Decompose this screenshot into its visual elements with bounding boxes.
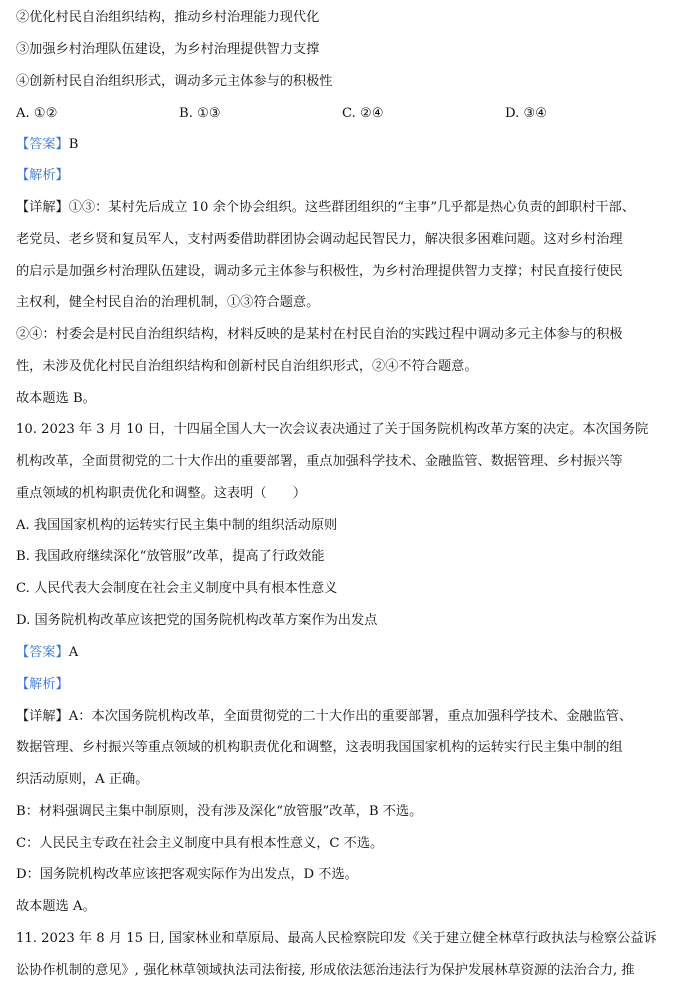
q10-answer	[16, 643, 678, 663]
q9-conclusion: 故本题选 B。	[16, 391, 96, 406]
q10-option-d: D. 国务院机构改革应该把党的国务院机构改革方案作为出发点	[16, 613, 378, 628]
q10-detail-line: 数据管理、乡村振兴等重点领域的机构职责优化和调整，这表明我国国家机构的运转实行民主集中制的组	[16, 740, 623, 755]
q9-option-a: A. ①②	[16, 106, 58, 121]
q10-stem-line: 机构改革，全面贯彻党的二十大作出的重要部署，重点加强科学技术、金融监管、数据管理、乡村振兴等	[16, 454, 623, 469]
q9-detail-line: 【详解】①③：某村先后成立 10 余个协会组织。这些群团组织的“主事”几乎都是热心负责的卸职村干部、	[16, 200, 635, 215]
q9-options	[16, 104, 678, 124]
q9-option-c: C. ②④	[342, 106, 384, 121]
q9-detail-line: ②④：村委会是村民自治组织结构，材料反映的是某村在村民自治的实践过程中调动多元主体参与的积极	[16, 327, 623, 342]
q10-detail-line: C：人民民主专政在社会主义制度中具有根本性意义，C 不选。	[16, 836, 384, 851]
q10-detail-line: B：材料强调民主集中制原则，没有涉及深化“放管服”改革，B 不选。	[16, 804, 423, 819]
q9-statement-3: ③加强乡村治理队伍建设，为乡村治理提供智力支撑	[16, 42, 320, 57]
q10-option-a: A. 我国国家机构的运转实行民主集中制的组织活动原则	[16, 518, 338, 533]
q10-analysis	[16, 675, 678, 695]
q9-statement-4: ④创新村民自治组织形式，调动多元主体参与的积极性	[16, 74, 333, 89]
q11-stem-line: 讼协作机制的意见》, 强化林草领域执法司法衔接, 形成依法惩治违法行为保护发展林草资源的法治合力, 推	[16, 963, 635, 978]
q10-detail-line: 【详解】A：本次国务院机构改革，全面贯彻党的二十大作出的重要部署，重点加强科学技术、金融监管、	[16, 709, 633, 724]
answer-value: B	[68, 137, 79, 152]
q9-detail-line: 老党员、老乡贤和复员军人，支村两委借助群团协会调动起民智民力，解决很多困难问题。这对乡村治理	[16, 232, 623, 247]
q10-option-c: C. 人民代表大会制度在社会主义制度中具有根本性意义	[16, 581, 338, 596]
q9-detail-line: 性，未涉及优化村民自治组织结构和创新村民自治组织形式，②④不符合题意。	[16, 359, 478, 374]
q9-detail-line: 主权利，健全村民自治的治理机制，①③符合题意。	[16, 295, 320, 310]
q10-detail-line: 织活动原则，A 正确。	[16, 772, 149, 787]
answer-tag: 【答案】	[16, 137, 69, 152]
q9-option-d: D. ③④	[505, 106, 548, 121]
q10-detail-line: D：国务院机构改革应该把客观实际作为出发点，D 不选。	[16, 867, 358, 882]
q9-answer	[16, 135, 678, 155]
q10-stem-line: 10. 2023 年 3 月 10 日，十四届全国人大一次会议表决通过了关于国务院机构改革方案的决定。本次国务院	[16, 422, 649, 437]
q9-detail-line: 的启示是加强乡村治理队伍建设，调动多元主体参与积极性，为乡村治理提供智力支撑；村民直接行使民	[16, 264, 623, 279]
q11-stem-line: 11. 2023 年 8 月 15 日, 国家林业和草原局、最高人民检察院印发《关于建立健全林草行政执法与检察公益诉	[16, 931, 657, 946]
q10-conclusion: 故本题选 A。	[16, 899, 96, 914]
q10-stem-line: 重点领域的机构职责优化和调整。这表明（ ）	[16, 486, 307, 501]
q10-option-b: B. 我国政府继续深化“放管服”改革，提高了行政效能	[16, 549, 325, 564]
detail-tag: 【详解】	[16, 200, 69, 215]
q9-statement-2: ②优化村民自治组织结构，推动乡村治理能力现代化	[16, 10, 320, 25]
q9-analysis	[16, 166, 678, 186]
analysis-tag: 【解析】	[16, 677, 69, 692]
q9-option-b: B. ①③	[179, 106, 221, 121]
answer-value: A	[68, 645, 79, 660]
detail-tag: 【详解】	[16, 709, 69, 724]
analysis-tag: 【解析】	[16, 168, 69, 183]
answer-tag: 【答案】	[16, 645, 69, 660]
